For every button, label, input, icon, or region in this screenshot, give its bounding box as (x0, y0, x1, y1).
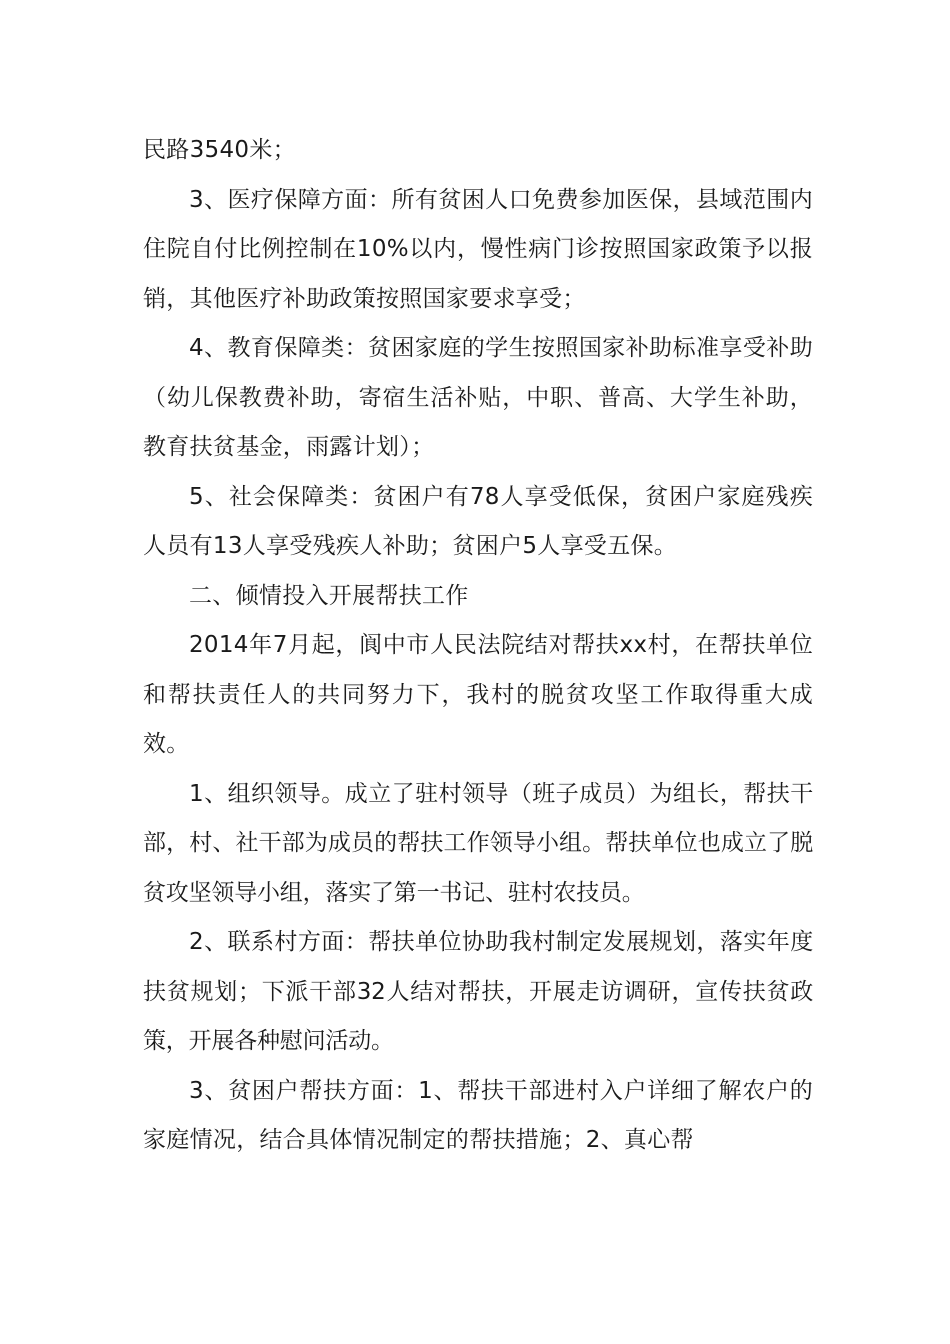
paragraph-household-assistance: 3、贫困户帮扶方面：1、帮扶干部进村入户详细了解农户的家庭情况，结合具体情况制定的帮扶措施；2、真心帮 (143, 1077, 813, 1153)
section-heading-assistance-work: 二、倾情投入开展帮扶工作 (189, 582, 469, 609)
paragraph-organization-leadership: 1、组织领导。成立了驻村领导（班子成员）为组长，帮扶干部，村、社干部为成员的帮扶工作领导小组。帮扶单位也成立了脱贫攻坚领导小组，落实了第一书记、驻村农技员。 (143, 780, 813, 906)
document-body (143, 126, 813, 1166)
paragraph-medical-security: 3、医疗保障方面：所有贫困人口免费参加医保，县域范围内住院自付比例控制在10%以内，慢性病门诊按照国家政策予以报销，其他医疗补助政策按照国家要求享受； (143, 186, 813, 312)
paragraph-road-length: 民路3540米； (143, 137, 296, 163)
paragraph-village-contact: 2、联系村方面：帮扶单位协助我村制定发展规划，落实年度扶贫规划；下派干部32人结对帮扶，开展走访调研，宣传扶贫政策，开展各种慰问活动。 (143, 929, 813, 1054)
paragraph-education-security: 4、教育保障类：贫困家庭的学生按照国家补助标准享受补助（幼儿保教费补助，寄宿生活补贴，中职、普高、大学生补助，教育扶贫基金，雨露计划）； (143, 335, 813, 460)
paragraph-assistance-intro: 2014年7月起，阆中市人民法院结对帮扶xx村，在帮扶单位和帮扶责任人的共同努力下，我村的脱贫攻坚工作取得重大成效。 (143, 632, 813, 757)
paragraph-social-security: 5、社会保障类：贫困户有78人享受低保，贫困户家庭残疾人员有13人享受残疾人补助；贫困户5人享受五保。 (143, 483, 813, 559)
